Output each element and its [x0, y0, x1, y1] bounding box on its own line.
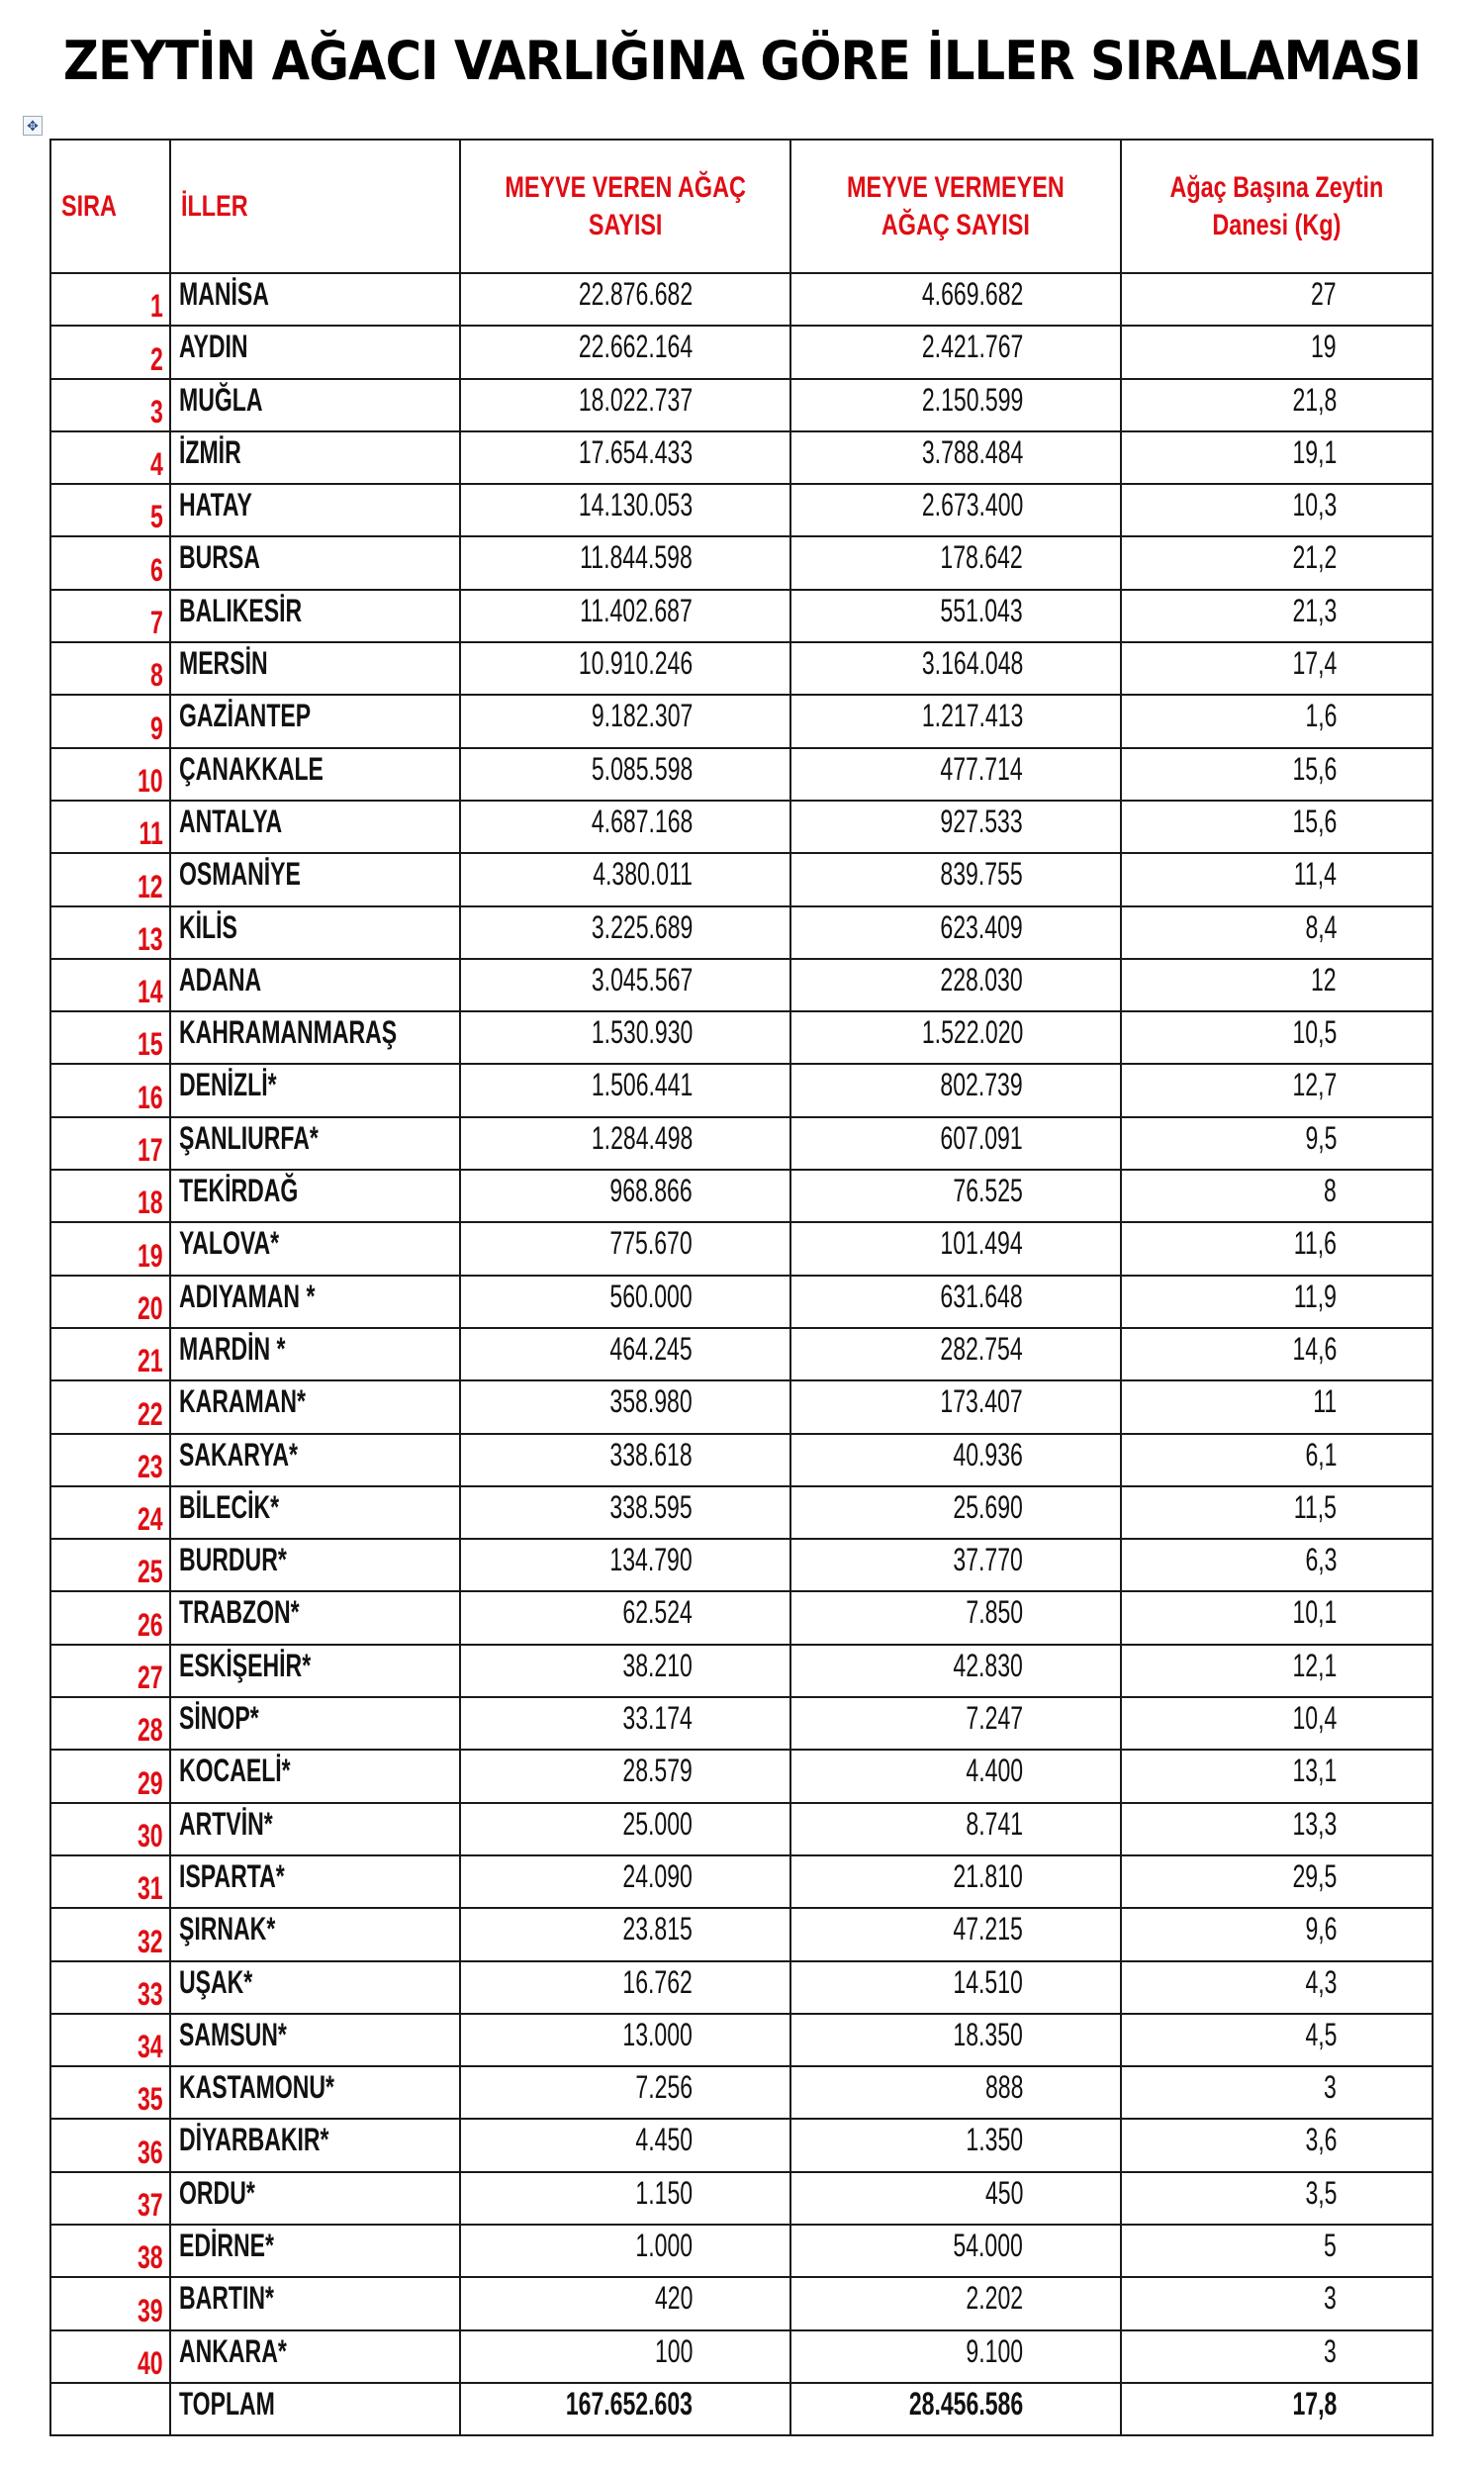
province-cell: DİYARBAKIR*	[170, 2119, 460, 2171]
table-row	[50, 695, 1433, 747]
page-title: ZEYTİN AĞACI VARLIĞINA GÖRE İLLER SIRALAMASI	[62, 30, 1422, 92]
province-cell: YALOVA*	[170, 1222, 460, 1275]
rank-cell: 2	[50, 326, 170, 378]
non-bearing-trees-cell: 2.202	[790, 2277, 1121, 2329]
non-bearing-trees-cell: 28.456.586	[790, 2383, 1121, 2435]
yield-per-tree-cell: 19	[1121, 326, 1433, 378]
non-bearing-trees-cell: 551.043	[790, 590, 1121, 642]
yield-per-tree-cell: 17,8	[1121, 2383, 1433, 2435]
province-cell: BALIKESİR	[170, 590, 460, 642]
bearing-trees-cell: 14.130.053	[460, 484, 790, 536]
yield-per-tree-cell: 11,6	[1121, 1222, 1433, 1275]
bearing-trees-cell: 968.866	[460, 1170, 790, 1222]
table-row	[50, 1539, 1433, 1591]
yield-per-tree-cell: 8	[1121, 1170, 1433, 1222]
yield-per-tree-cell: 9,5	[1121, 1117, 1433, 1170]
table-row	[50, 1328, 1433, 1380]
province-cell: BİLECİK*	[170, 1486, 460, 1539]
move-table-icon[interactable]: ✥	[23, 116, 43, 136]
yield-per-tree-cell: 17,4	[1121, 642, 1433, 695]
table-row	[50, 1222, 1433, 1275]
bearing-trees-cell: 24.090	[460, 1855, 790, 1908]
rank-cell: 32	[50, 1908, 170, 1960]
rank-cell: 34	[50, 2014, 170, 2066]
bearing-trees-cell: 464.245	[460, 1328, 790, 1380]
table-row	[50, 2225, 1433, 2277]
yield-per-tree-cell: 9,6	[1121, 1908, 1433, 1960]
rank-cell: 16	[50, 1064, 170, 1116]
bearing-trees-cell: 9.182.307	[460, 695, 790, 747]
province-cell: ANKARA*	[170, 2330, 460, 2383]
province-cell: ŞIRNAK*	[170, 1908, 460, 1960]
rank-cell: 25	[50, 1539, 170, 1591]
non-bearing-trees-cell: 802.739	[790, 1064, 1121, 1116]
bearing-trees-cell: 62.524	[460, 1591, 790, 1644]
yield-per-tree-cell: 21,3	[1121, 590, 1433, 642]
bearing-trees-cell: 560.000	[460, 1276, 790, 1328]
table-row	[50, 1961, 1433, 2014]
non-bearing-trees-cell: 631.648	[790, 1276, 1121, 1328]
rank-cell: 11	[50, 801, 170, 853]
yield-per-tree-cell: 19,1	[1121, 431, 1433, 484]
province-cell: KOCAELİ*	[170, 1750, 460, 1802]
table-row	[50, 1011, 1433, 1064]
bearing-trees-cell: 1.530.930	[460, 1011, 790, 1064]
non-bearing-trees-cell: 888	[790, 2066, 1121, 2119]
yield-per-tree-cell: 29,5	[1121, 1855, 1433, 1908]
non-bearing-trees-cell: 450	[790, 2172, 1121, 2225]
non-bearing-trees-cell: 1.217.413	[790, 695, 1121, 747]
header-province: İLLER	[170, 140, 460, 273]
yield-per-tree-cell: 27	[1121, 273, 1433, 326]
bearing-trees-cell: 4.687.168	[460, 801, 790, 853]
bearing-trees-cell: 18.022.737	[460, 379, 790, 431]
bearing-trees-cell: 775.670	[460, 1222, 790, 1275]
rank-cell: 9	[50, 695, 170, 747]
table-row	[50, 431, 1433, 484]
yield-per-tree-cell: 10,4	[1121, 1697, 1433, 1750]
yield-per-tree-cell: 13,1	[1121, 1750, 1433, 1802]
rank-cell: 13	[50, 906, 170, 959]
rank-cell: 40	[50, 2330, 170, 2383]
province-ranking-table	[49, 139, 1434, 2436]
yield-per-tree-cell: 4,3	[1121, 1961, 1433, 2014]
non-bearing-trees-cell: 2.673.400	[790, 484, 1121, 536]
header-non-bearing-trees: MEYVE VERMEYEN AĞAÇ SAYISI	[790, 140, 1121, 273]
bearing-trees-cell: 167.652.603	[460, 2383, 790, 2435]
yield-per-tree-cell: 10,1	[1121, 1591, 1433, 1644]
yield-per-tree-cell: 21,2	[1121, 536, 1433, 589]
non-bearing-trees-cell: 25.690	[790, 1486, 1121, 1539]
yield-per-tree-cell: 6,3	[1121, 1539, 1433, 1591]
non-bearing-trees-cell: 2.421.767	[790, 326, 1121, 378]
province-cell: KİLİS	[170, 906, 460, 959]
province-cell: MARDİN *	[170, 1328, 460, 1380]
table-row	[50, 1064, 1433, 1116]
rank-cell: 6	[50, 536, 170, 589]
bearing-trees-cell: 134.790	[460, 1539, 790, 1591]
rank-cell: 15	[50, 1011, 170, 1064]
bearing-trees-cell: 100	[460, 2330, 790, 2383]
rank-cell: 1	[50, 273, 170, 326]
province-cell: ANTALYA	[170, 801, 460, 853]
bearing-trees-cell: 13.000	[460, 2014, 790, 2066]
header-yield-per-tree: Ağaç Başına Zeytin Danesi (Kg)	[1121, 140, 1433, 273]
province-cell: İZMİR	[170, 431, 460, 484]
province-cell: TOPLAM	[170, 2383, 460, 2435]
table-row	[50, 906, 1433, 959]
province-cell: AYDIN	[170, 326, 460, 378]
table-row	[50, 1855, 1433, 1908]
yield-per-tree-cell: 11,4	[1121, 853, 1433, 905]
yield-per-tree-cell: 3,6	[1121, 2119, 1433, 2171]
province-cell: HATAY	[170, 484, 460, 536]
rank-cell: 38	[50, 2225, 170, 2277]
yield-per-tree-cell: 13,3	[1121, 1803, 1433, 1855]
bearing-trees-cell: 23.815	[460, 1908, 790, 1960]
rank-cell: 31	[50, 1855, 170, 1908]
rank-cell	[50, 2383, 170, 2435]
province-cell: BARTIN*	[170, 2277, 460, 2329]
bearing-trees-cell: 4.380.011	[460, 853, 790, 905]
province-cell: UŞAK*	[170, 1961, 460, 2014]
rank-cell: 19	[50, 1222, 170, 1275]
province-cell: BURSA	[170, 536, 460, 589]
non-bearing-trees-cell: 1.350	[790, 2119, 1121, 2171]
yield-per-tree-cell: 3	[1121, 2066, 1433, 2119]
province-cell: SAKARYA*	[170, 1434, 460, 1486]
rank-cell: 33	[50, 1961, 170, 2014]
province-cell: ISPARTA*	[170, 1855, 460, 1908]
yield-per-tree-cell: 15,6	[1121, 801, 1433, 853]
bearing-trees-cell: 11.402.687	[460, 590, 790, 642]
province-cell: GAZİANTEP	[170, 695, 460, 747]
non-bearing-trees-cell: 228.030	[790, 959, 1121, 1011]
province-cell: MANİSA	[170, 273, 460, 326]
bearing-trees-cell: 1.506.441	[460, 1064, 790, 1116]
non-bearing-trees-cell: 42.830	[790, 1645, 1121, 1697]
non-bearing-trees-cell: 4.669.682	[790, 273, 1121, 326]
province-cell: KASTAMONU*	[170, 2066, 460, 2119]
rank-cell: 29	[50, 1750, 170, 1802]
non-bearing-trees-cell: 40.936	[790, 1434, 1121, 1486]
bearing-trees-cell: 28.579	[460, 1750, 790, 1802]
rank-cell: 30	[50, 1803, 170, 1855]
non-bearing-trees-cell: 8.741	[790, 1803, 1121, 1855]
province-cell: TRABZON*	[170, 1591, 460, 1644]
bearing-trees-cell: 338.618	[460, 1434, 790, 1486]
province-cell: ESKİŞEHİR*	[170, 1645, 460, 1697]
non-bearing-trees-cell: 21.810	[790, 1855, 1121, 1908]
non-bearing-trees-cell: 178.642	[790, 536, 1121, 589]
bearing-trees-cell: 10.910.246	[460, 642, 790, 695]
yield-per-tree-cell: 11,9	[1121, 1276, 1433, 1328]
province-cell: BURDUR*	[170, 1539, 460, 1591]
rank-cell: 27	[50, 1645, 170, 1697]
rank-cell: 14	[50, 959, 170, 1011]
yield-per-tree-cell: 11,5	[1121, 1486, 1433, 1539]
province-cell: KARAMAN*	[170, 1380, 460, 1433]
rank-cell: 20	[50, 1276, 170, 1328]
non-bearing-trees-cell: 4.400	[790, 1750, 1121, 1802]
non-bearing-trees-cell: 9.100	[790, 2330, 1121, 2383]
non-bearing-trees-cell: 7.850	[790, 1591, 1121, 1644]
table-row	[50, 484, 1433, 536]
header-rank: SIRA	[50, 140, 170, 273]
bearing-trees-cell: 22.876.682	[460, 273, 790, 326]
bearing-trees-cell: 17.654.433	[460, 431, 790, 484]
non-bearing-trees-cell: 1.522.020	[790, 1011, 1121, 1064]
total-row	[50, 2383, 1433, 2435]
table-row	[50, 1803, 1433, 1855]
non-bearing-trees-cell: 37.770	[790, 1539, 1121, 1591]
province-cell: KAHRAMANMARAŞ	[170, 1011, 460, 1064]
bearing-trees-cell: 22.662.164	[460, 326, 790, 378]
bearing-trees-cell: 11.844.598	[460, 536, 790, 589]
province-cell: ORDU*	[170, 2172, 460, 2225]
bearing-trees-cell: 3.045.567	[460, 959, 790, 1011]
non-bearing-trees-cell: 101.494	[790, 1222, 1121, 1275]
table-row	[50, 536, 1433, 589]
table-row	[50, 379, 1433, 431]
rank-cell: 7	[50, 590, 170, 642]
province-cell: TEKİRDAĞ	[170, 1170, 460, 1222]
yield-per-tree-cell: 8,4	[1121, 906, 1433, 959]
province-cell: ADANA	[170, 959, 460, 1011]
non-bearing-trees-cell: 839.755	[790, 853, 1121, 905]
rank-cell: 37	[50, 2172, 170, 2225]
bearing-trees-cell: 4.450	[460, 2119, 790, 2171]
rank-cell: 5	[50, 484, 170, 536]
rank-cell: 39	[50, 2277, 170, 2329]
table-row	[50, 853, 1433, 905]
bearing-trees-cell: 7.256	[460, 2066, 790, 2119]
table-row	[50, 2172, 1433, 2225]
yield-per-tree-cell: 11	[1121, 1380, 1433, 1433]
rank-cell: 17	[50, 1117, 170, 1170]
province-cell: DENİZLİ*	[170, 1064, 460, 1116]
rank-cell: 8	[50, 642, 170, 695]
bearing-trees-cell: 358.980	[460, 1380, 790, 1433]
bearing-trees-cell: 3.225.689	[460, 906, 790, 959]
province-cell: ÇANAKKALE	[170, 748, 460, 801]
header-row	[50, 140, 1433, 273]
non-bearing-trees-cell: 173.407	[790, 1380, 1121, 1433]
yield-per-tree-cell: 5	[1121, 2225, 1433, 2277]
yield-per-tree-cell: 4,5	[1121, 2014, 1433, 2066]
bearing-trees-cell: 1.000	[460, 2225, 790, 2277]
rank-cell: 28	[50, 1697, 170, 1750]
bearing-trees-cell: 38.210	[460, 1645, 790, 1697]
yield-per-tree-cell: 10,3	[1121, 484, 1433, 536]
province-cell: MUĞLA	[170, 379, 460, 431]
non-bearing-trees-cell: 2.150.599	[790, 379, 1121, 431]
bearing-trees-cell: 5.085.598	[460, 748, 790, 801]
table-row	[50, 2119, 1433, 2171]
rank-cell: 3	[50, 379, 170, 431]
yield-per-tree-cell: 15,6	[1121, 748, 1433, 801]
province-cell: ADIYAMAN *	[170, 1276, 460, 1328]
bearing-trees-cell: 1.150	[460, 2172, 790, 2225]
rank-cell: 24	[50, 1486, 170, 1539]
table-row	[50, 2014, 1433, 2066]
province-cell: MERSİN	[170, 642, 460, 695]
yield-per-tree-cell: 12	[1121, 959, 1433, 1011]
table-row	[50, 959, 1433, 1011]
non-bearing-trees-cell: 54.000	[790, 2225, 1121, 2277]
rank-cell: 26	[50, 1591, 170, 1644]
yield-per-tree-cell: 3,5	[1121, 2172, 1433, 2225]
rank-cell: 21	[50, 1328, 170, 1380]
bearing-trees-cell: 338.595	[460, 1486, 790, 1539]
bearing-trees-cell: 16.762	[460, 1961, 790, 2014]
yield-per-tree-cell: 1,6	[1121, 695, 1433, 747]
rank-cell: 12	[50, 853, 170, 905]
yield-per-tree-cell: 14,6	[1121, 1328, 1433, 1380]
yield-per-tree-cell: 3	[1121, 2277, 1433, 2329]
province-cell: EDİRNE*	[170, 2225, 460, 2277]
yield-per-tree-cell: 6,1	[1121, 1434, 1433, 1486]
rank-cell: 35	[50, 2066, 170, 2119]
bearing-trees-cell: 33.174	[460, 1697, 790, 1750]
rank-cell: 10	[50, 748, 170, 801]
table-row	[50, 326, 1433, 378]
province-cell: ARTVİN*	[170, 1803, 460, 1855]
table-row	[50, 2330, 1433, 2383]
non-bearing-trees-cell: 18.350	[790, 2014, 1121, 2066]
table-row	[50, 2066, 1433, 2119]
table-row	[50, 590, 1433, 642]
rank-cell: 36	[50, 2119, 170, 2171]
non-bearing-trees-cell: 76.525	[790, 1170, 1121, 1222]
bearing-trees-cell: 420	[460, 2277, 790, 2329]
table-row	[50, 801, 1433, 853]
non-bearing-trees-cell: 47.215	[790, 1908, 1121, 1960]
province-cell: SAMSUN*	[170, 2014, 460, 2066]
province-cell: ŞANLIURFA*	[170, 1117, 460, 1170]
table-row	[50, 1434, 1433, 1486]
non-bearing-trees-cell: 14.510	[790, 1961, 1121, 2014]
table-row	[50, 1697, 1433, 1750]
table-row	[50, 1276, 1433, 1328]
province-cell: OSMANİYE	[170, 853, 460, 905]
province-cell: SİNOP*	[170, 1697, 460, 1750]
table-row	[50, 1750, 1433, 1802]
yield-per-tree-cell: 21,8	[1121, 379, 1433, 431]
table-row	[50, 1117, 1433, 1170]
table-row	[50, 1645, 1433, 1697]
non-bearing-trees-cell: 477.714	[790, 748, 1121, 801]
non-bearing-trees-cell: 7.247	[790, 1697, 1121, 1750]
rank-cell: 4	[50, 431, 170, 484]
table-row	[50, 1908, 1433, 1960]
table-row	[50, 748, 1433, 801]
yield-per-tree-cell: 3	[1121, 2330, 1433, 2383]
table-row	[50, 1380, 1433, 1433]
yield-per-tree-cell: 10,5	[1121, 1011, 1433, 1064]
non-bearing-trees-cell: 3.164.048	[790, 642, 1121, 695]
bearing-trees-cell: 25.000	[460, 1803, 790, 1855]
table-row	[50, 273, 1433, 326]
table-row	[50, 2277, 1433, 2329]
rank-cell: 23	[50, 1434, 170, 1486]
non-bearing-trees-cell: 623.409	[790, 906, 1121, 959]
yield-per-tree-cell: 12,7	[1121, 1064, 1433, 1116]
table-row	[50, 642, 1433, 695]
table-row	[50, 1486, 1433, 1539]
table-row	[50, 1591, 1433, 1644]
header-bearing-trees: MEYVE VEREN AĞAÇ SAYISI	[460, 140, 790, 273]
non-bearing-trees-cell: 607.091	[790, 1117, 1121, 1170]
non-bearing-trees-cell: 3.788.484	[790, 431, 1121, 484]
non-bearing-trees-cell: 282.754	[790, 1328, 1121, 1380]
non-bearing-trees-cell: 927.533	[790, 801, 1121, 853]
rank-cell: 18	[50, 1170, 170, 1222]
yield-per-tree-cell: 12,1	[1121, 1645, 1433, 1697]
table-row	[50, 1170, 1433, 1222]
rank-cell: 22	[50, 1380, 170, 1433]
bearing-trees-cell: 1.284.498	[460, 1117, 790, 1170]
